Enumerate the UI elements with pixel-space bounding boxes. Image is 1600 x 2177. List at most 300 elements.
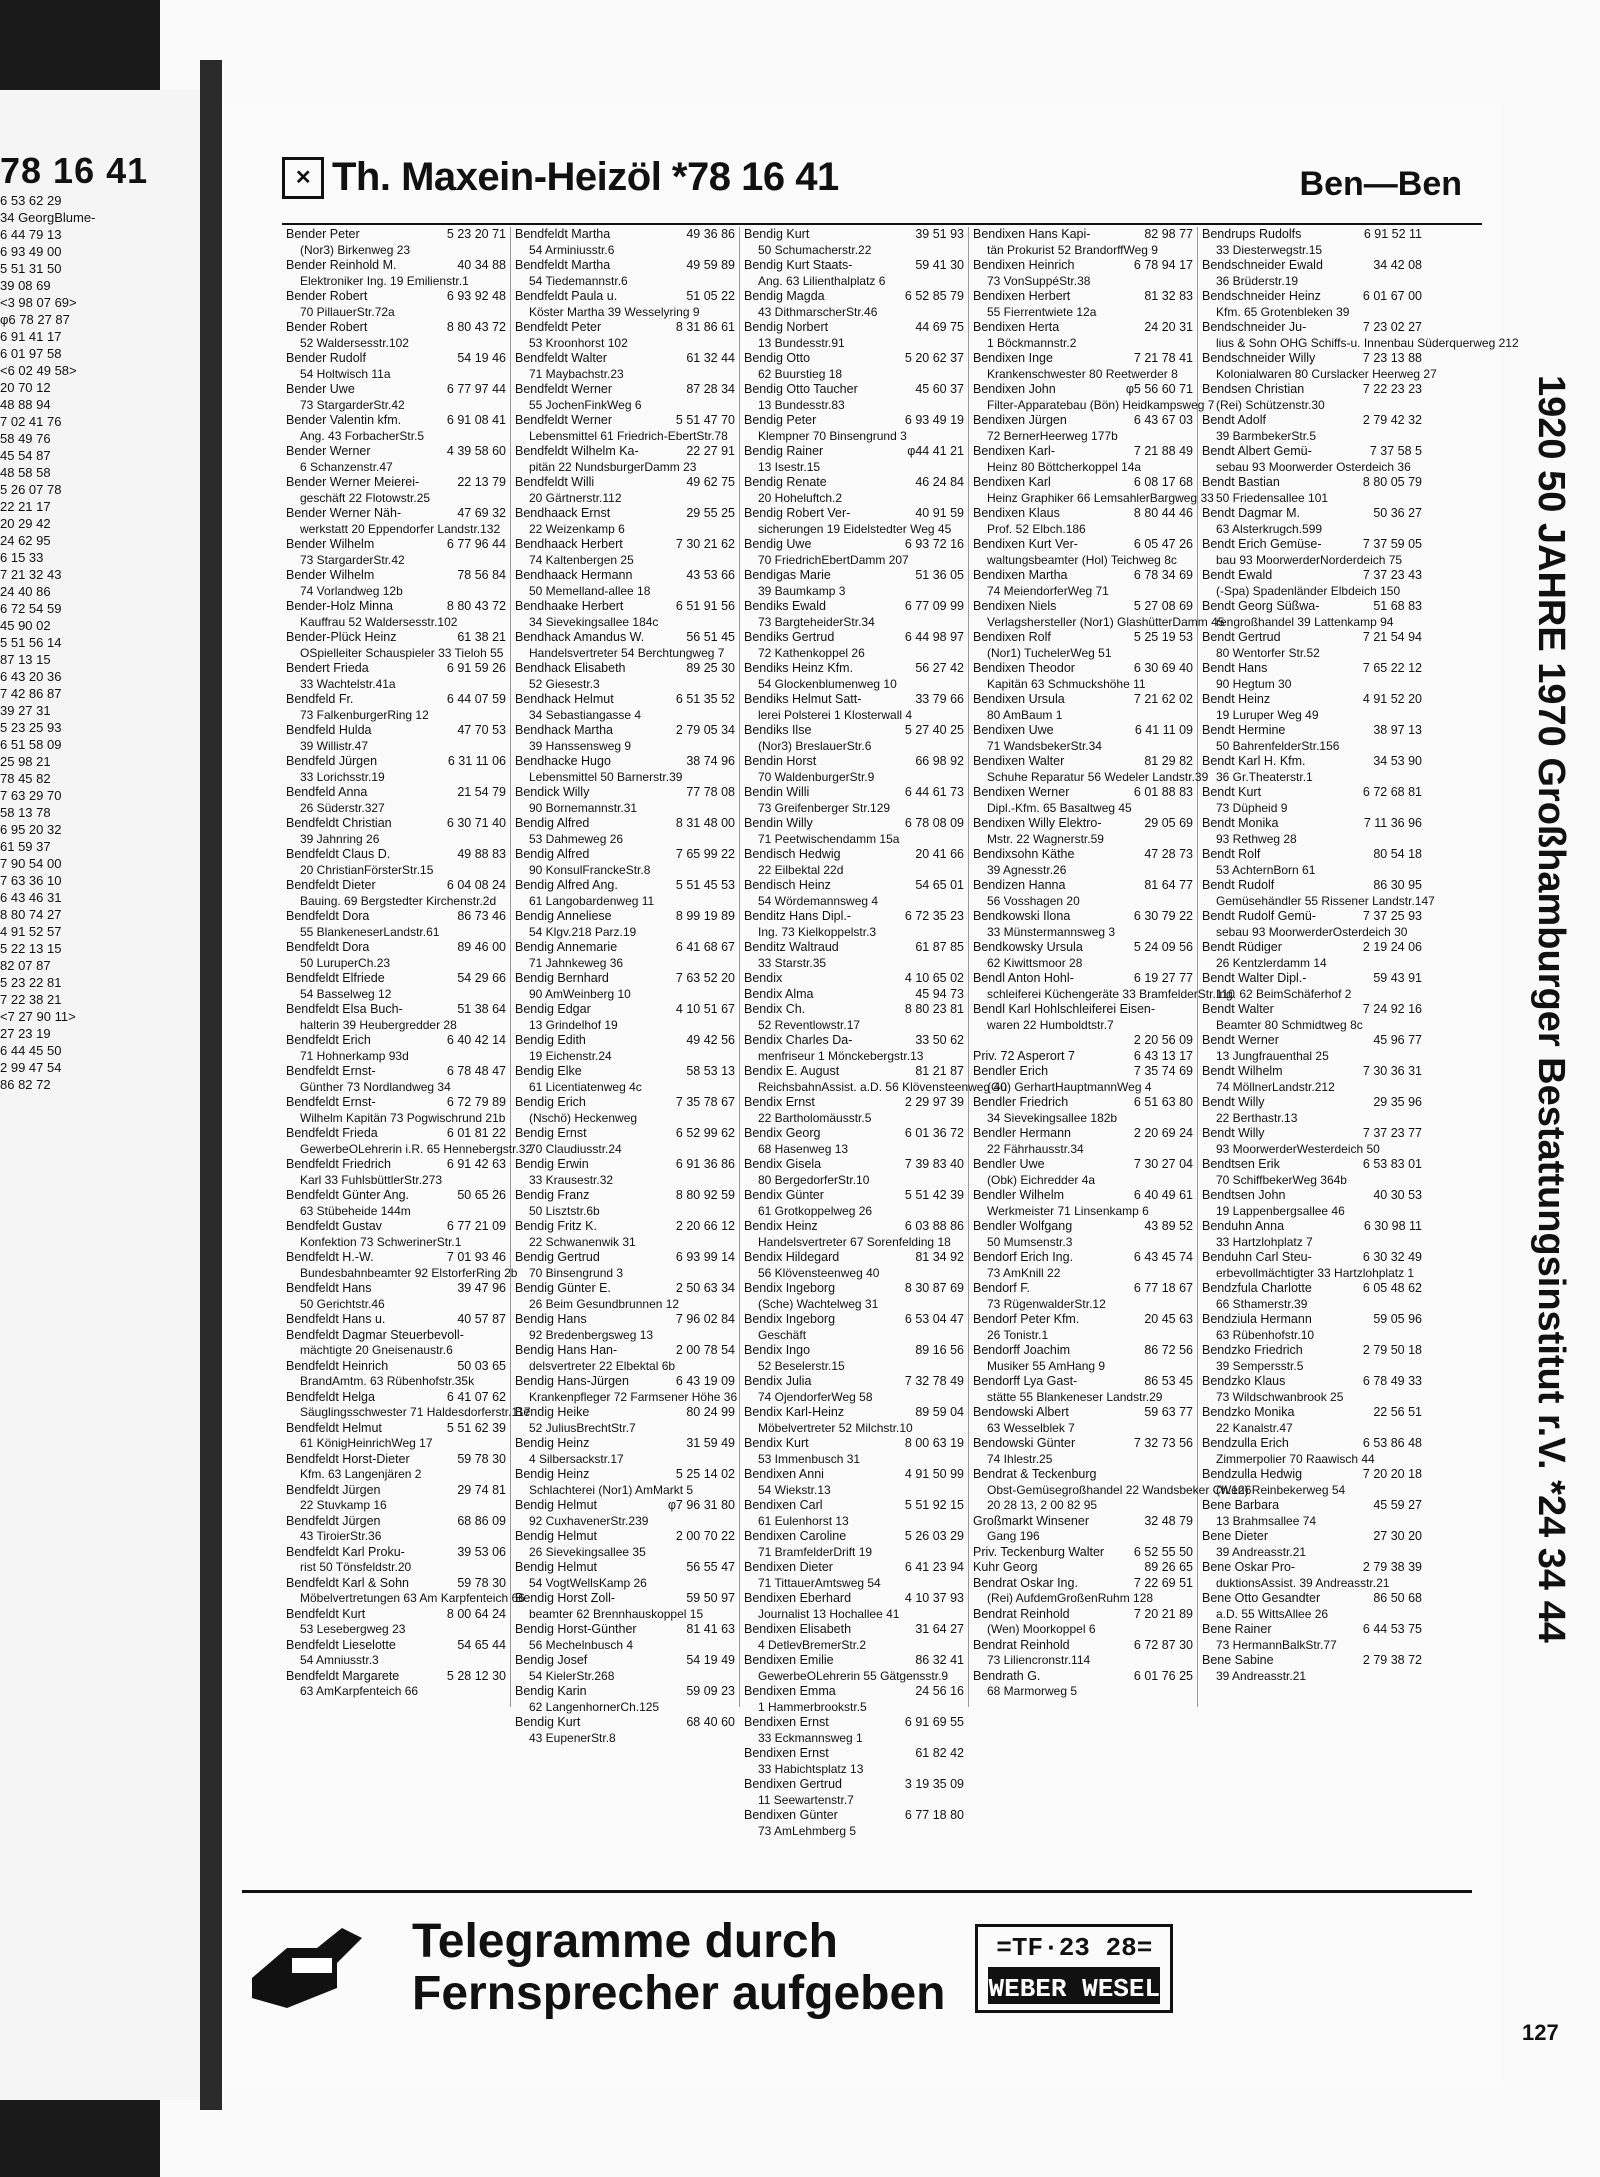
directory-entry [515, 1405, 735, 1436]
directory-entry [515, 1126, 735, 1157]
entry-phone: 59 05 96 [1373, 1312, 1422, 1326]
directory-entry [515, 1250, 735, 1281]
entry-line [1202, 785, 1422, 801]
entry-phone: 6 51 35 52 [675, 692, 735, 706]
entry-phone: 39 47 96 [457, 1281, 506, 1295]
entry-phone: 2 79 05 34 [675, 723, 735, 737]
entry-phone: 59 78 30 [457, 1451, 506, 1466]
entry-line [744, 878, 964, 894]
entry-line [515, 661, 735, 677]
directory-entry [973, 351, 1193, 382]
entry-line [286, 413, 506, 429]
entry-address-line [286, 801, 506, 817]
entry-name: Bendfeldt Martha [515, 258, 611, 272]
entry-phone: 7 21 62 02 [1133, 692, 1193, 706]
page-header [282, 155, 1482, 215]
entry-phone: 45 96 77 [1373, 1033, 1422, 1047]
directory-entry [973, 289, 1193, 320]
entry-address: 50 LuruperCh.23 [300, 955, 391, 970]
entry-name: Bendt Kurt [1202, 785, 1262, 799]
entry-phone: 29 35 96 [1373, 1095, 1422, 1109]
directory-entry [286, 1157, 506, 1188]
entry-address-line [744, 1111, 964, 1127]
directory-entry [744, 1033, 964, 1064]
directory-entry [1202, 630, 1422, 661]
entry-phone: 80 24 99 [686, 1405, 735, 1419]
entry-line [1202, 1529, 1422, 1545]
entry-name: Bendig Renate [744, 475, 827, 489]
entry-phone: 50 03 65 [457, 1358, 506, 1373]
entry-line [1202, 816, 1422, 832]
entry-address: menfriseur 1 Mönckebergstr.13 [758, 1048, 924, 1063]
entry-name: Bendfeldt Elsa Buch- [286, 1002, 403, 1016]
entry-name: Bendrat Oskar Ing. [973, 1575, 1078, 1590]
entry-address: 20 Gärtnerstr.112 [529, 490, 622, 505]
directory-entry [286, 1095, 506, 1126]
entry-name: Bendig Otto Taucher [744, 382, 858, 396]
entry-address: erbevollmächtigter 33 Hartzlohplatz 1 [1216, 1265, 1415, 1280]
entry-address: Klempner 70 Binsengrund 3 [758, 428, 907, 443]
entry-phone: 7 22 69 51 [1133, 1575, 1193, 1590]
entry-name: Bendixen Theodor [973, 661, 1075, 675]
entry-address: 36 Brüderstr.19 [1216, 273, 1299, 288]
entry-phone: 6 43 45 74 [1133, 1250, 1193, 1264]
entry-phone: 59 63 77 [1144, 1405, 1193, 1419]
previous-page-line: 6 15 33 [0, 550, 44, 565]
entry-name: Bendig Heinz [515, 1436, 590, 1450]
entry-phone: 7 30 36 31 [1362, 1064, 1422, 1078]
entry-line [515, 1591, 735, 1607]
directory-entry [744, 1808, 964, 1839]
entry-phone: 49 59 89 [686, 258, 735, 272]
entry-line [744, 1715, 964, 1731]
entry-name: Bendkowsky Ursula [973, 940, 1083, 954]
directory-entry [286, 1328, 506, 1359]
entry-phone: 7 37 25 93 [1362, 909, 1422, 923]
entry-name: Bendig Alfred Ang. [515, 878, 618, 892]
entry-address: 33 Münstermannsweg 3 [987, 924, 1116, 939]
entry-address-line [973, 1080, 1193, 1096]
entry-address: Bundesbahnbeamter 92 ElstorferRing 2b [300, 1265, 518, 1280]
entry-name: Bendt Erich Gemüse- [1202, 537, 1322, 551]
entry-name: Kuhr Georg [973, 1560, 1038, 1574]
entry-address-line [515, 553, 735, 569]
entry-address-line [1202, 305, 1422, 321]
entry-address: 54 VogtWellsKamp 26 [529, 1575, 647, 1590]
entry-address-line [744, 1079, 1007, 1096]
entry-line [744, 940, 964, 956]
entry-name: Bendfeldt Dieter [286, 878, 376, 892]
telegram-stamp-number: =TF·23 28= [988, 1933, 1160, 1970]
entry-phone: 6 03 88 86 [904, 1219, 964, 1233]
entry-address: 53 Dahmeweg 26 [529, 831, 624, 846]
entry-address: 19 Eichenstr.24 [529, 1048, 612, 1063]
entry-address: Ang. 43 ForbacherStr.5 [300, 428, 425, 443]
entry-phone: 6 77 21 09 [446, 1219, 506, 1233]
directory-entry [515, 413, 735, 444]
directory-entry [515, 1467, 735, 1498]
entry-phone: 51 05 22 [686, 289, 735, 303]
entry-address-line [973, 1529, 1193, 1545]
entry-line [1202, 413, 1422, 429]
directory-entry [1202, 971, 1422, 1002]
entry-phone: 8 99 19 89 [675, 909, 735, 923]
directory-entry [1202, 1064, 1422, 1095]
entry-phone: 80 54 18 [1373, 847, 1422, 861]
entry-line [1202, 1436, 1422, 1452]
entry-address-line [286, 1498, 506, 1514]
entry-phone: 6 91 59 26 [446, 661, 506, 675]
entry-address-line [973, 614, 1225, 631]
entry-address: 54 Wördemannsweg 4 [758, 893, 879, 908]
entry-line [515, 1033, 735, 1049]
entry-line [286, 1452, 506, 1468]
directory-entry [515, 382, 735, 413]
entry-phone: 21 54 79 [457, 785, 506, 799]
entry-phone: 6 44 61 73 [904, 785, 964, 799]
entry-address: Lebensmittel 61 Friedrich-EbertStr.78 [529, 428, 728, 443]
entry-address-line [515, 894, 735, 910]
entry-address-line [744, 1731, 964, 1747]
entry-phone: 47 69 32 [457, 506, 506, 520]
entry-line [744, 1529, 964, 1545]
entry-phone: 6 44 07 59 [446, 692, 506, 706]
entry-phone: 6 53 83 01 [1362, 1157, 1422, 1171]
entry-phone: 6 41 68 67 [675, 940, 735, 954]
entry-line [1202, 1622, 1422, 1638]
entry-address: Werkmeister 71 Linsenkamp 6 [987, 1203, 1149, 1218]
directory-entry [515, 599, 735, 630]
entry-address-line [515, 1018, 735, 1034]
entry-address-line [286, 1018, 506, 1034]
entry-line [515, 382, 735, 398]
entry-address-line [1202, 1235, 1422, 1251]
page-range: Ben—Ben [1299, 165, 1462, 203]
previous-page-line: 2 99 47 54 [0, 1060, 62, 1075]
entry-address: 19 Luruper Weg 49 [1216, 707, 1319, 722]
entry-line [973, 1312, 1193, 1328]
entry-line [973, 816, 1193, 832]
entry-phone: 51 38 64 [457, 1002, 506, 1016]
entry-name: Bendt Rudolf [1202, 878, 1275, 892]
entry-phone: 4 10 37 93 [904, 1591, 964, 1605]
entry-address: 62 Kiwittsmoor 28 [987, 955, 1083, 970]
entry-phone: 6 51 63 80 [1133, 1095, 1193, 1109]
entry-name: Bendig Edgar [515, 1002, 591, 1016]
directory-entry [744, 506, 964, 537]
directory-entry [973, 568, 1193, 599]
entry-address-line [286, 1529, 506, 1545]
entry-address-line [515, 770, 735, 786]
entry-line [744, 630, 964, 646]
entry-phone: 5 25 19 53 [1133, 630, 1193, 644]
entry-phone: 2 20 66 12 [675, 1219, 735, 1233]
entry-phone: 51 36 05 [915, 568, 964, 582]
entry-address: 33 Starstr.35 [758, 955, 827, 970]
directory-entry [286, 630, 506, 661]
entry-address: mächtigte 20 Gneisenaustr.6 [300, 1343, 453, 1357]
entry-phone: 6 40 42 14 [446, 1033, 506, 1047]
entry-name: Bendt Gertrud [1202, 630, 1281, 644]
entry-phone: 33 50 62 [915, 1033, 964, 1047]
directory-entry [515, 878, 735, 909]
entry-line [973, 506, 1193, 522]
entry-address-line [515, 1576, 735, 1592]
entry-address: 80 BergedorferStr.10 [758, 1172, 870, 1187]
entry-address-line [515, 1359, 735, 1375]
directory-entry [1202, 847, 1422, 878]
directory-entry [744, 1591, 964, 1622]
entry-line [286, 1576, 506, 1592]
entry-address-line [973, 769, 1209, 786]
entry-line [286, 599, 506, 615]
entry-address: 50 BahrenfelderStr.156 [1216, 738, 1340, 753]
entry-name: Bender Werner Näh- [286, 506, 402, 520]
entry-line [1202, 1157, 1422, 1173]
entry-phone: 54 29 66 [457, 971, 506, 985]
directory-entry [744, 1157, 964, 1188]
entry-name: Bendt Ewald [1202, 568, 1273, 582]
entry-address-line [515, 1731, 735, 1747]
entry-name: Bendiks Ewald [744, 599, 826, 613]
entry-name: Bendhack Amandus W. [515, 630, 645, 644]
previous-page-line: 6 44 45 50 [0, 1043, 62, 1058]
entry-address: (Nor3) Birkenweg 23 [300, 242, 411, 257]
entry-line [973, 1343, 1193, 1359]
directory-entry [1202, 1188, 1422, 1219]
entry-address-line [515, 1266, 735, 1282]
entry-address: 73 Düpheid 9 [1216, 800, 1288, 815]
entry-name: Bendixen Karl- [973, 444, 1055, 458]
entry-phone: 6 05 48 62 [1362, 1281, 1422, 1295]
entry-address-line [1202, 1018, 1422, 1034]
entry-phone: 6 44 98 97 [904, 630, 964, 644]
entry-name: Bendrat Reinhold [973, 1637, 1070, 1652]
entry-phone: 31 59 49 [686, 1436, 735, 1450]
entry-phone: 6 77 97 44 [446, 382, 506, 396]
entry-address-line [515, 1483, 735, 1499]
directory-entry [286, 1669, 506, 1700]
entry-address: 56 Vosshagen 20 [987, 893, 1080, 908]
previous-page-line: 58 13 78 [0, 805, 51, 820]
entry-phone: 54 65 01 [915, 878, 964, 892]
entry-line [973, 444, 1193, 460]
entry-address: Säuglingsschwester 71 Haldesdorferstr.117 [300, 1405, 531, 1419]
directory-entry [1202, 723, 1422, 754]
entry-name: Bendt Willy [1202, 1126, 1265, 1140]
entry-phone: 7 24 92 16 [1362, 1002, 1422, 1016]
entry-address: 13 Jungfrauenthal 25 [1216, 1048, 1329, 1063]
entry-name: Bendig Kurt [744, 227, 810, 241]
entry-address: 73 StargarderStr.42 [300, 397, 405, 412]
entry-line [286, 785, 506, 801]
directory-entry [1202, 444, 1422, 475]
entry-phone: 86 73 46 [457, 909, 506, 923]
directory-entry [1202, 1033, 1422, 1064]
entry-phone: 34 42 08 [1373, 258, 1422, 272]
previous-page-line: 82 07 87 [0, 958, 51, 973]
entry-address-line [973, 739, 1193, 755]
entry-address-line [744, 491, 964, 507]
entry-address: 39 Jahnring 26 [300, 831, 380, 846]
entry-line [515, 227, 735, 243]
entry-address-line [973, 1266, 1193, 1282]
entry-address-line [286, 1591, 525, 1607]
entry-address: 34 Sebastiangasse 4 [529, 707, 642, 722]
entry-address-line [744, 305, 964, 321]
entry-line [286, 258, 506, 274]
entry-name: Bendhack Elisabeth [515, 661, 626, 675]
directory-entry [286, 723, 506, 754]
entry-line [744, 1405, 964, 1421]
directory-entry [286, 1033, 506, 1064]
entry-address: 43 EupenerStr.8 [529, 1730, 616, 1745]
entry-line [1202, 1188, 1422, 1204]
entry-address: OSpielleiter Schauspieler 33 Tieloh 55 [300, 645, 504, 660]
entry-line [286, 475, 506, 491]
entry-phone: 2 00 70 22 [675, 1529, 735, 1543]
entry-phone: 6 91 52 11 [1363, 227, 1422, 241]
entry-phone: 31 64 27 [915, 1622, 964, 1636]
directory-entry [515, 816, 735, 847]
entry-phone: 49 62 75 [686, 475, 735, 489]
entry-line [1202, 692, 1422, 708]
entry-address: 62 LangenhornerCh.125 [529, 1699, 660, 1714]
directory-entry [286, 1421, 506, 1452]
entry-name: Bendrath G. [973, 1668, 1041, 1683]
entry-phone: 7 23 13 88 [1362, 351, 1422, 365]
entry-phone: 22 13 79 [457, 475, 506, 489]
entry-phone: 7 37 59 05 [1362, 537, 1422, 551]
entry-address: 54 Wiekstr.13 [758, 1482, 831, 1497]
directory-entry [744, 1064, 1007, 1095]
entry-line [1202, 971, 1422, 987]
entry-phone: 6 43 67 03 [1133, 413, 1193, 427]
directory-entry [1202, 506, 1422, 537]
entry-name: Bendixen Carl [744, 1498, 823, 1512]
header-rule [282, 223, 1482, 225]
entry-line [744, 1157, 964, 1173]
entry-name: Bendler Wolfgang [973, 1219, 1073, 1233]
directory-entry [744, 1653, 964, 1684]
directory-entry [515, 1529, 735, 1560]
entry-address: 33 Lorichsstr.19 [300, 769, 385, 784]
entry-line [286, 289, 506, 305]
directory-entry [286, 258, 506, 289]
directory-entry [973, 1576, 1193, 1607]
entry-address-line [286, 1560, 506, 1576]
entry-name: Bendig Peter [744, 413, 817, 427]
entry-address: Gang 196 [987, 1529, 1040, 1543]
entry-address: tän Prokurist 52 BrandorffWeg 9 [987, 242, 1158, 257]
entry-name: Bendixen Werner [973, 785, 1070, 799]
entry-phone: 44 69 75 [915, 320, 964, 334]
entry-address-line [1202, 522, 1422, 538]
entry-phone: 81 29 82 [1144, 754, 1193, 768]
entry-phone: 5 28 12 30 [446, 1668, 506, 1683]
entry-line [973, 1560, 1193, 1576]
entry-address-line [744, 1204, 964, 1220]
entry-address: duktionsAssist. 39 Andreasstr.21 [1216, 1575, 1390, 1590]
entry-phone: 6 93 92 48 [446, 289, 506, 303]
previous-page-line: 45 54 87 [0, 448, 51, 463]
entry-name: Bendowski Albert [973, 1405, 1069, 1419]
entry-line [973, 382, 1193, 398]
entry-name: Priv. 72 Asperort 7 [973, 1048, 1075, 1063]
entry-address-line [744, 398, 964, 414]
entry-address: 54 Tiedemannstr.6 [529, 273, 628, 288]
entry-line [286, 661, 506, 677]
entry-address: Dipl.-Kfm. 65 Basaltweg 45 [987, 800, 1132, 815]
entry-address: 33 Krausestr.32 [529, 1172, 614, 1187]
entry-address: 70 Claudiusstr.24 [529, 1141, 622, 1156]
entry-address-line [744, 553, 964, 569]
entry-line [286, 320, 506, 336]
directory-entry [973, 227, 1193, 258]
entry-line [973, 475, 1193, 491]
entry-line [1202, 1343, 1422, 1359]
entry-name: Bendfeldt Kurt [286, 1606, 366, 1621]
entry-phone: 40 34 88 [457, 258, 506, 272]
directory-entry [744, 1777, 964, 1808]
entry-name: Bendig Helmut [515, 1498, 597, 1512]
entry-line [973, 227, 1193, 243]
entry-name: Bendt Monika [1202, 816, 1279, 830]
entry-name: Bendt Rolf [1202, 847, 1261, 861]
entry-name: Bendfeldt Ernst- [286, 1064, 376, 1078]
directory-entry [973, 754, 1209, 785]
entry-address: 22 Weizenkamp 6 [529, 521, 625, 536]
entry-address-line [973, 646, 1193, 662]
entry-address: (Wen) Moorkoppel 6 [987, 1622, 1096, 1636]
entry-name: Bendig Helmut [515, 1529, 597, 1543]
directory-entry [973, 1669, 1193, 1700]
entry-address-line [286, 522, 506, 538]
entry-address: 4 DetlevBremerStr.2 [758, 1637, 867, 1652]
entry-address: 39 Baumkamp 3 [758, 583, 846, 598]
entry-name: Bendschneider Ju- [1202, 320, 1307, 334]
directory-entry [286, 351, 506, 382]
entry-address-line [1202, 274, 1422, 290]
entry-phone: 7 21 78 41 [1133, 351, 1193, 365]
directory-entry [1202, 1529, 1422, 1560]
entry-phone: 68 86 09 [457, 1513, 506, 1528]
directory-entry [286, 1002, 506, 1033]
entry-address-line [286, 863, 506, 879]
entry-name: Bendler Wilhelm [973, 1188, 1065, 1202]
directory-entry [286, 785, 506, 816]
directory-entry [286, 413, 506, 444]
directory-entry [1202, 1219, 1422, 1250]
entry-line [286, 971, 506, 987]
entry-line [515, 1374, 735, 1390]
entry-address-line [515, 1328, 735, 1344]
entry-address-line [1202, 1359, 1422, 1375]
entry-address: 73 StargarderStr.42 [300, 552, 405, 567]
entry-name: Bendixen Herbert [973, 289, 1071, 303]
entry-address: 52 Giesestr.3 [529, 676, 600, 691]
directory-entry [1202, 1157, 1422, 1188]
directory-entry [286, 444, 506, 475]
directory-entry [515, 1498, 735, 1529]
entry-name: Bendt Rüdiger [1202, 940, 1282, 954]
entry-name: Bendrups Rudolfs [1202, 227, 1302, 241]
directory-entry [286, 1607, 506, 1638]
entry-address-line [515, 1142, 735, 1158]
entry-line [286, 1545, 506, 1561]
directory-entry [973, 1126, 1193, 1157]
previous-page-line: 24 62 95 [0, 533, 51, 548]
